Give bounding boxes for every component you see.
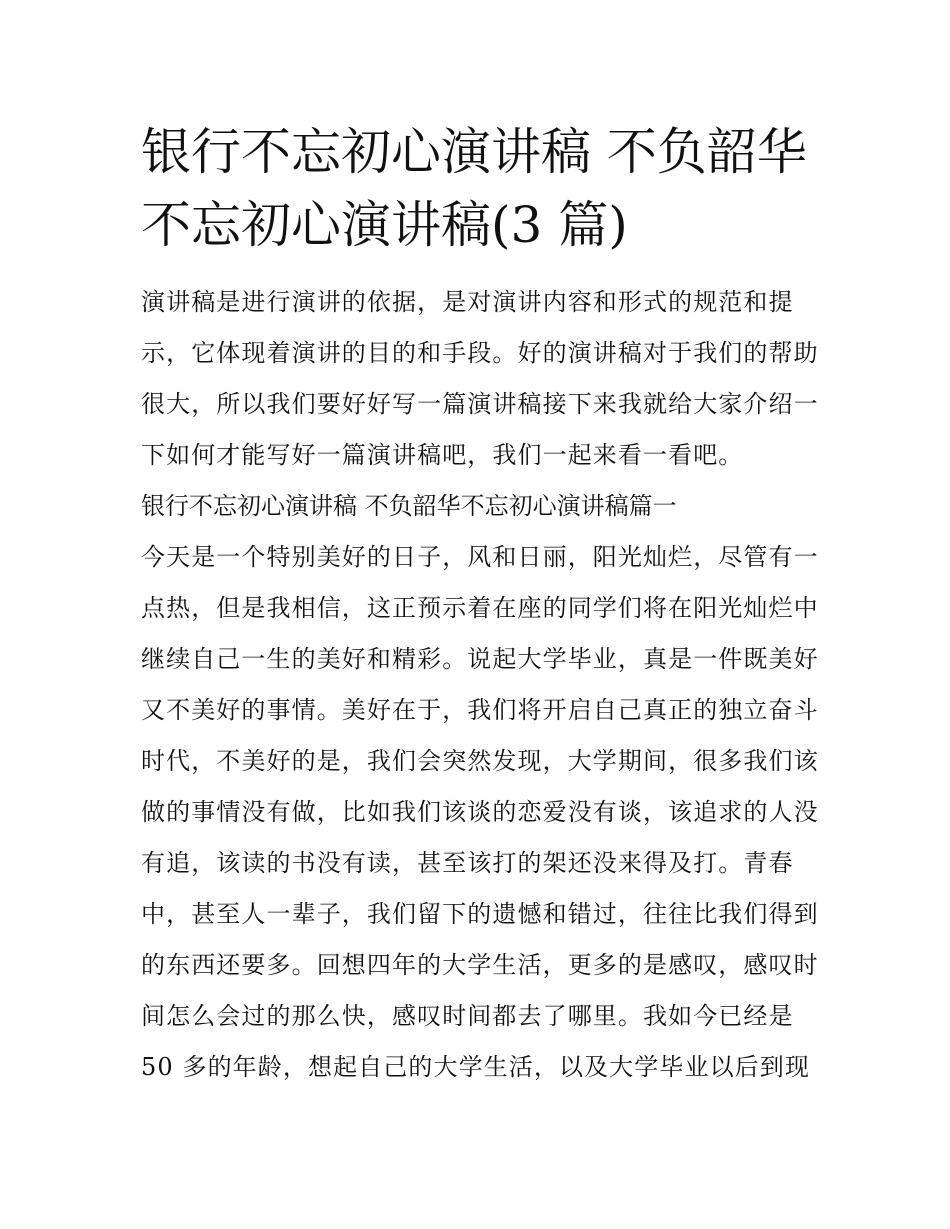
title-line: 不忘初心演讲稿(3 篇)	[141, 196, 628, 254]
text-line: 下如何才能写好一篇演讲稿吧，我们一起来看一看吧。	[141, 441, 744, 469]
text-line: 有追，该读的书没有读，甚至该打的架还没来得及打。青春	[141, 849, 794, 877]
text-line: 50 多的年龄，想起自己的大学生活，以及大学毕业以后到现	[141, 1053, 810, 1081]
text-line: 示，它体现着演讲的目的和手段。好的演讲稿对于我们的帮助	[141, 339, 819, 367]
text-line: 又不美好的事情。美好在于，我们将开启自己真正的独立奋斗	[141, 696, 819, 724]
text-line: 间怎么会过的那么快，感叹时间都去了哪里。我如今已经是	[141, 1002, 794, 1030]
text-line: 很大，所以我们要好好写一篇演讲稿接下来我就给大家介绍一	[141, 390, 819, 418]
intro-paragraph	[141, 277, 819, 481]
text-line: 做的事情没有做，比如我们该谈的恋爱没有谈，该追求的人没	[141, 798, 819, 826]
text-line: 点热，但是我相信，这正预示着在座的同学们将在阳光灿烂中	[141, 594, 819, 622]
title-line: 银行不忘初心演讲稿 不负韶华	[141, 123, 807, 181]
text-line: 演讲稿是进行演讲的依据，是对演讲内容和形式的规范和提	[141, 288, 794, 316]
text-line: 的东西还要多。回想四年的大学生活，更多的是感叹，感叹时	[141, 951, 819, 979]
text-line: 时代，不美好的是，我们会突然发现，大学期间，很多我们该	[141, 747, 819, 775]
text-line: 今天是一个特别美好的日子，风和日丽，阳光灿烂，尽管有一	[141, 543, 819, 571]
section-heading: 银行不忘初心演讲稿 不负韶华不忘初心演讲稿篇一	[141, 492, 677, 520]
text-line: 中，甚至人一辈子，我们留下的遗憾和错过，往往比我们得到	[141, 900, 819, 928]
document-content	[141, 116, 819, 1093]
document-title	[141, 116, 813, 262]
text-line: 继续自己一生的美好和精彩。说起大学毕业，真是一件既美好	[141, 645, 819, 673]
body-paragraph	[141, 532, 819, 1093]
